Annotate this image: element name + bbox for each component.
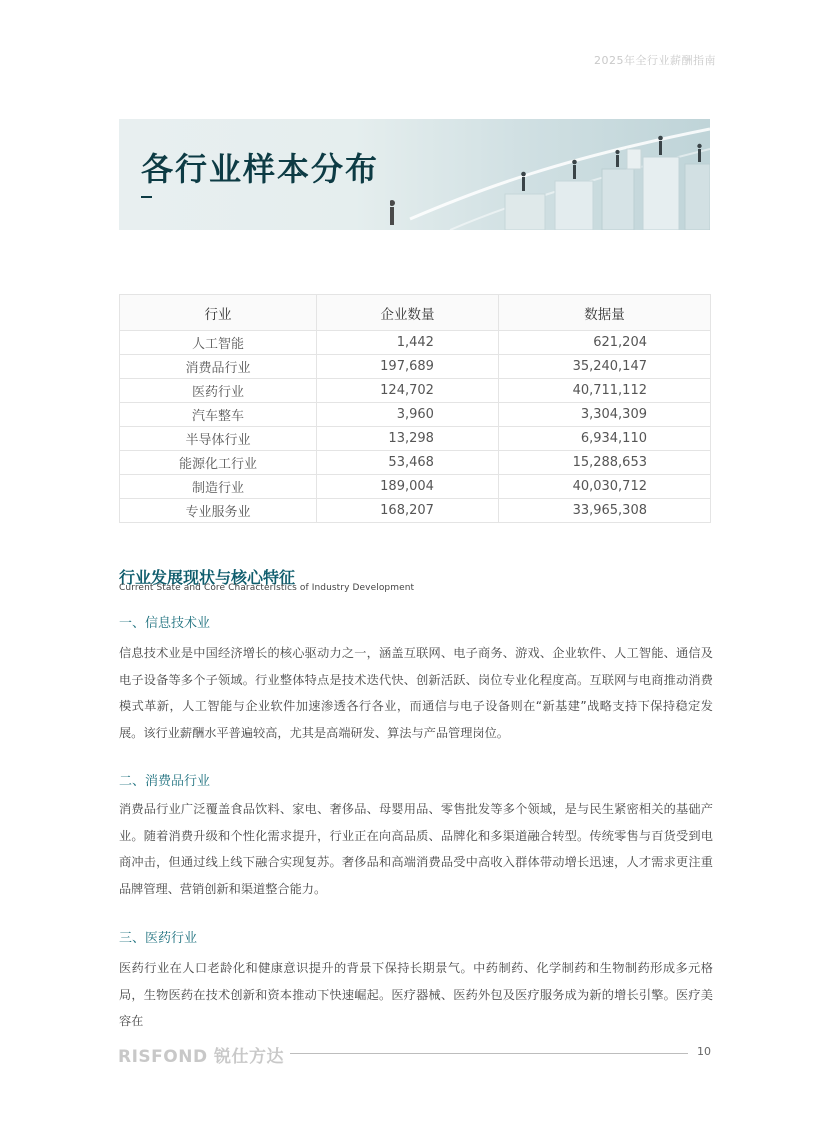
- table-row: [120, 475, 711, 499]
- data-volume-cell: 15,288,653: [498, 451, 710, 475]
- industry-cell: 人工智能: [120, 331, 317, 355]
- page-title: 各行业样本分布: [141, 150, 380, 188]
- industry-cell: 消费品行业: [120, 355, 317, 379]
- column-header-industry: 行业: [120, 295, 317, 331]
- data-volume-cell: 621,204: [498, 331, 710, 355]
- data-volume-cell: 40,030,712: [498, 475, 710, 499]
- industry-cell: 半导体行业: [120, 427, 317, 451]
- title-underline: [141, 196, 152, 198]
- table-row: [120, 331, 711, 355]
- table-row: [120, 355, 711, 379]
- title-banner: [119, 119, 710, 230]
- data-volume-cell: 6,934,110: [498, 427, 710, 451]
- company-count-cell: 53,468: [317, 451, 499, 475]
- table-header-row: [120, 295, 711, 331]
- subsection-heading-it: 一、信息技术业: [119, 616, 211, 631]
- section-subtitle: Current State and Core Characteristics of Industry Development: [119, 583, 415, 593]
- company-count-cell: 3,960: [317, 403, 499, 427]
- data-volume-cell: 33,965,308: [498, 499, 710, 523]
- industry-cell: 能源化工行业: [120, 451, 317, 475]
- table-row: [120, 403, 711, 427]
- table-row: [120, 451, 711, 475]
- company-count-cell: 189,004: [317, 475, 499, 499]
- company-count-cell: 124,702: [317, 379, 499, 403]
- subsection-paragraph-consumer: 消费品行业广泛覆盖食品饮料、家电、奢侈品、母婴用品、零售批发等多个领域，是与民生紧密相关的基础产业。随着消费升级和个性化需求提升，行业正在向高品质、品牌化和多渠道融合转型。传统零售与百货受到电商冲击，但通过线上线下融合实现复苏。奢侈品和高端消费品受中高收入群体带动增长迅速，人才需求更注重品牌管理、营销创新和渠道整合能力。: [119, 802, 713, 896]
- subsection-paragraph-pharma: 医药行业在人口老龄化和健康意识提升的背景下保持长期景气。中药制药、化学制药和生物制药形成多元格局，生物医药在技术创新和资本推动下快速崛起。医疗器械、医药外包及医疗服务成为新的增长引擎。医疗美容在: [119, 961, 713, 1028]
- industry-cell: 制造行业: [120, 475, 317, 499]
- company-count-cell: 13,298: [317, 427, 499, 451]
- subsection-heading-consumer: 二、消费品行业: [119, 774, 211, 789]
- data-volume-cell: 3,304,309: [498, 403, 710, 427]
- industry-sample-table: [119, 294, 711, 523]
- section-title: 行业发展现状与核心特征: [119, 568, 296, 587]
- header-note: 2025年全行业薪酬指南: [594, 54, 716, 67]
- industry-cell: 医药行业: [120, 379, 317, 403]
- business-growth-illustration: [390, 119, 710, 230]
- page-number: 10: [697, 1045, 711, 1058]
- industry-cell: 专业服务业: [120, 499, 317, 523]
- subsection-heading-pharma: 三、医药行业: [119, 931, 198, 946]
- company-count-cell: 197,689: [317, 355, 499, 379]
- table-row: [120, 379, 711, 403]
- column-header-company-count: 企业数量: [317, 295, 499, 331]
- company-count-cell: 168,207: [317, 499, 499, 523]
- footer-divider: [290, 1053, 688, 1054]
- subsection-paragraph-it: 信息技术业是中国经济增长的核心驱动力之一，涵盖互联网、电子商务、游戏、企业软件、人工智能、通信及电子设备等多个子领域。行业整体特点是技术迭代快、创新活跃、岗位专业化程度高。互联网与电商推动消费模式革新，人工智能与企业软件加速渗透各行各业，而通信与电子设备则在“新基建”战略支持下保持稳定发展。该行业薪酬水平普遍较高，尤其是高端研发、算法与产品管理岗位。: [119, 646, 713, 740]
- table-row: [120, 499, 711, 523]
- data-volume-cell: 40,711,112: [498, 379, 710, 403]
- footer-logo: RISFOND 锐仕方达: [118, 1047, 284, 1067]
- table-row: [120, 427, 711, 451]
- company-count-cell: 1,442: [317, 331, 499, 355]
- data-volume-cell: 35,240,147: [498, 355, 710, 379]
- industry-cell: 汽车整车: [120, 403, 317, 427]
- column-header-data-volume: 数据量: [498, 295, 710, 331]
